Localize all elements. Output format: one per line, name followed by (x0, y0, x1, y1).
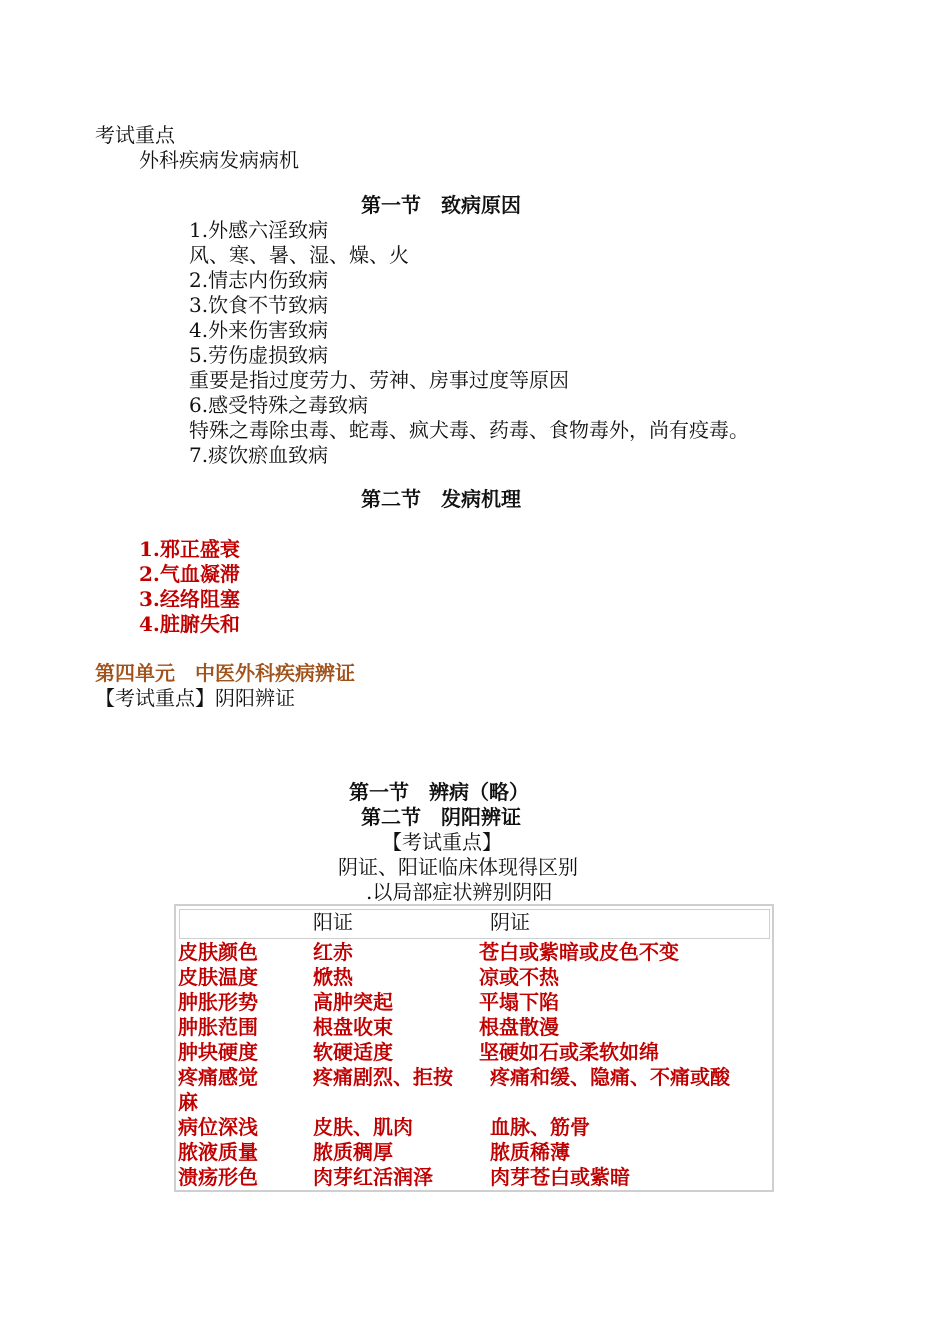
yin-cell: 肉芽苍白或紫暗 (490, 1165, 630, 1189)
section-title: 第二节 阴阳辨证 (361, 805, 521, 829)
yang-cell: 根盘收束 (313, 1015, 393, 1039)
list-item: 5.劳伤虚损致病 (189, 343, 329, 367)
row-label: 皮肤温度 (178, 965, 258, 989)
topic-subtitle: 外科疾病发病病机 (139, 148, 299, 172)
yang-cell: 肉芽红活润泽 (313, 1165, 433, 1189)
yin-cell: 脓质稀薄 (490, 1140, 570, 1164)
section-title: 第一节 辨病（略） (349, 780, 529, 804)
row-label: 麻 (178, 1090, 198, 1114)
yin-cell: 坚硬如石或柔软如绵 (479, 1040, 659, 1064)
list-item: 1.外感六淫致病 (189, 218, 329, 242)
yang-cell: 高肿突起 (313, 990, 393, 1014)
list-item: 7.痰饮瘀血致病 (189, 443, 329, 467)
subheading: 阴证、阳证临床体现得区别 (338, 855, 578, 879)
list-item: 风、寒、暑、湿、燥、火 (189, 243, 409, 267)
list-item: 2.气血凝滞 (139, 562, 240, 586)
row-label: 脓液质量 (178, 1140, 258, 1164)
yang-cell: 红赤 (313, 940, 353, 964)
header-yin: 阴证 (490, 910, 530, 934)
yin-cell: 平塌下陷 (479, 990, 559, 1014)
row-label: 溃疡形色 (178, 1165, 258, 1189)
row-label: 肿胀范围 (178, 1015, 258, 1039)
section-title: 第二节 发病机理 (361, 487, 521, 511)
yin-cell: 疼痛和缓、隐痛、不痛或酸 (490, 1065, 730, 1089)
table-header (179, 909, 770, 939)
unit-title: 第四单元 中医外科疾病辨证 (95, 661, 355, 685)
section-title: 第一节 致病原因 (361, 193, 521, 217)
exam-focus: 【考试重点】阴阳辨证 (95, 686, 295, 710)
list-item: 重要是指过度劳力、劳神、房事过度等原因 (189, 368, 569, 392)
row-label: 皮肤颜色 (178, 940, 258, 964)
row-label: 病位深浅 (178, 1115, 258, 1139)
yang-cell: 疼痛剧烈、拒按 (313, 1065, 453, 1089)
list-item: 特殊之毒除虫毒、蛇毒、疯犬毒、药毒、食物毒外，尚有疫毒。 (189, 418, 749, 442)
yin-yang-table (174, 904, 774, 1192)
exam-focus-label: 考试重点 (95, 123, 175, 147)
yang-cell: 脓质稠厚 (313, 1140, 393, 1164)
row-label: 肿胀形势 (178, 990, 258, 1014)
yin-cell: 凉或不热 (479, 965, 559, 989)
list-item: 2.情志内伤致病 (189, 268, 329, 292)
list-item: 3.经络阻塞 (139, 587, 240, 611)
list-item: 1.邪正盛衰 (139, 537, 240, 561)
yang-cell: 软硬适度 (313, 1040, 393, 1064)
header-yang: 阳证 (313, 910, 353, 934)
yin-cell: 血脉、筋骨 (490, 1115, 590, 1139)
yang-cell: 焮热 (313, 965, 353, 989)
yin-cell: 苍白或紫暗或皮色不变 (479, 940, 679, 964)
list-item: 3.饮食不节致病 (189, 293, 329, 317)
subheading: .以局部症状辨别阴阳 (366, 880, 553, 904)
exam-focus: 【考试重点】 (382, 830, 502, 854)
yin-cell: 根盘散漫 (479, 1015, 559, 1039)
list-item: 4.脏腑失和 (139, 612, 240, 636)
row-label: 肿块硬度 (178, 1040, 258, 1064)
row-label: 疼痛感觉 (178, 1065, 258, 1089)
list-item: 6.感受特殊之毒致病 (189, 393, 369, 417)
yang-cell: 皮肤、肌肉 (313, 1115, 413, 1139)
list-item: 4.外来伤害致病 (189, 318, 329, 342)
